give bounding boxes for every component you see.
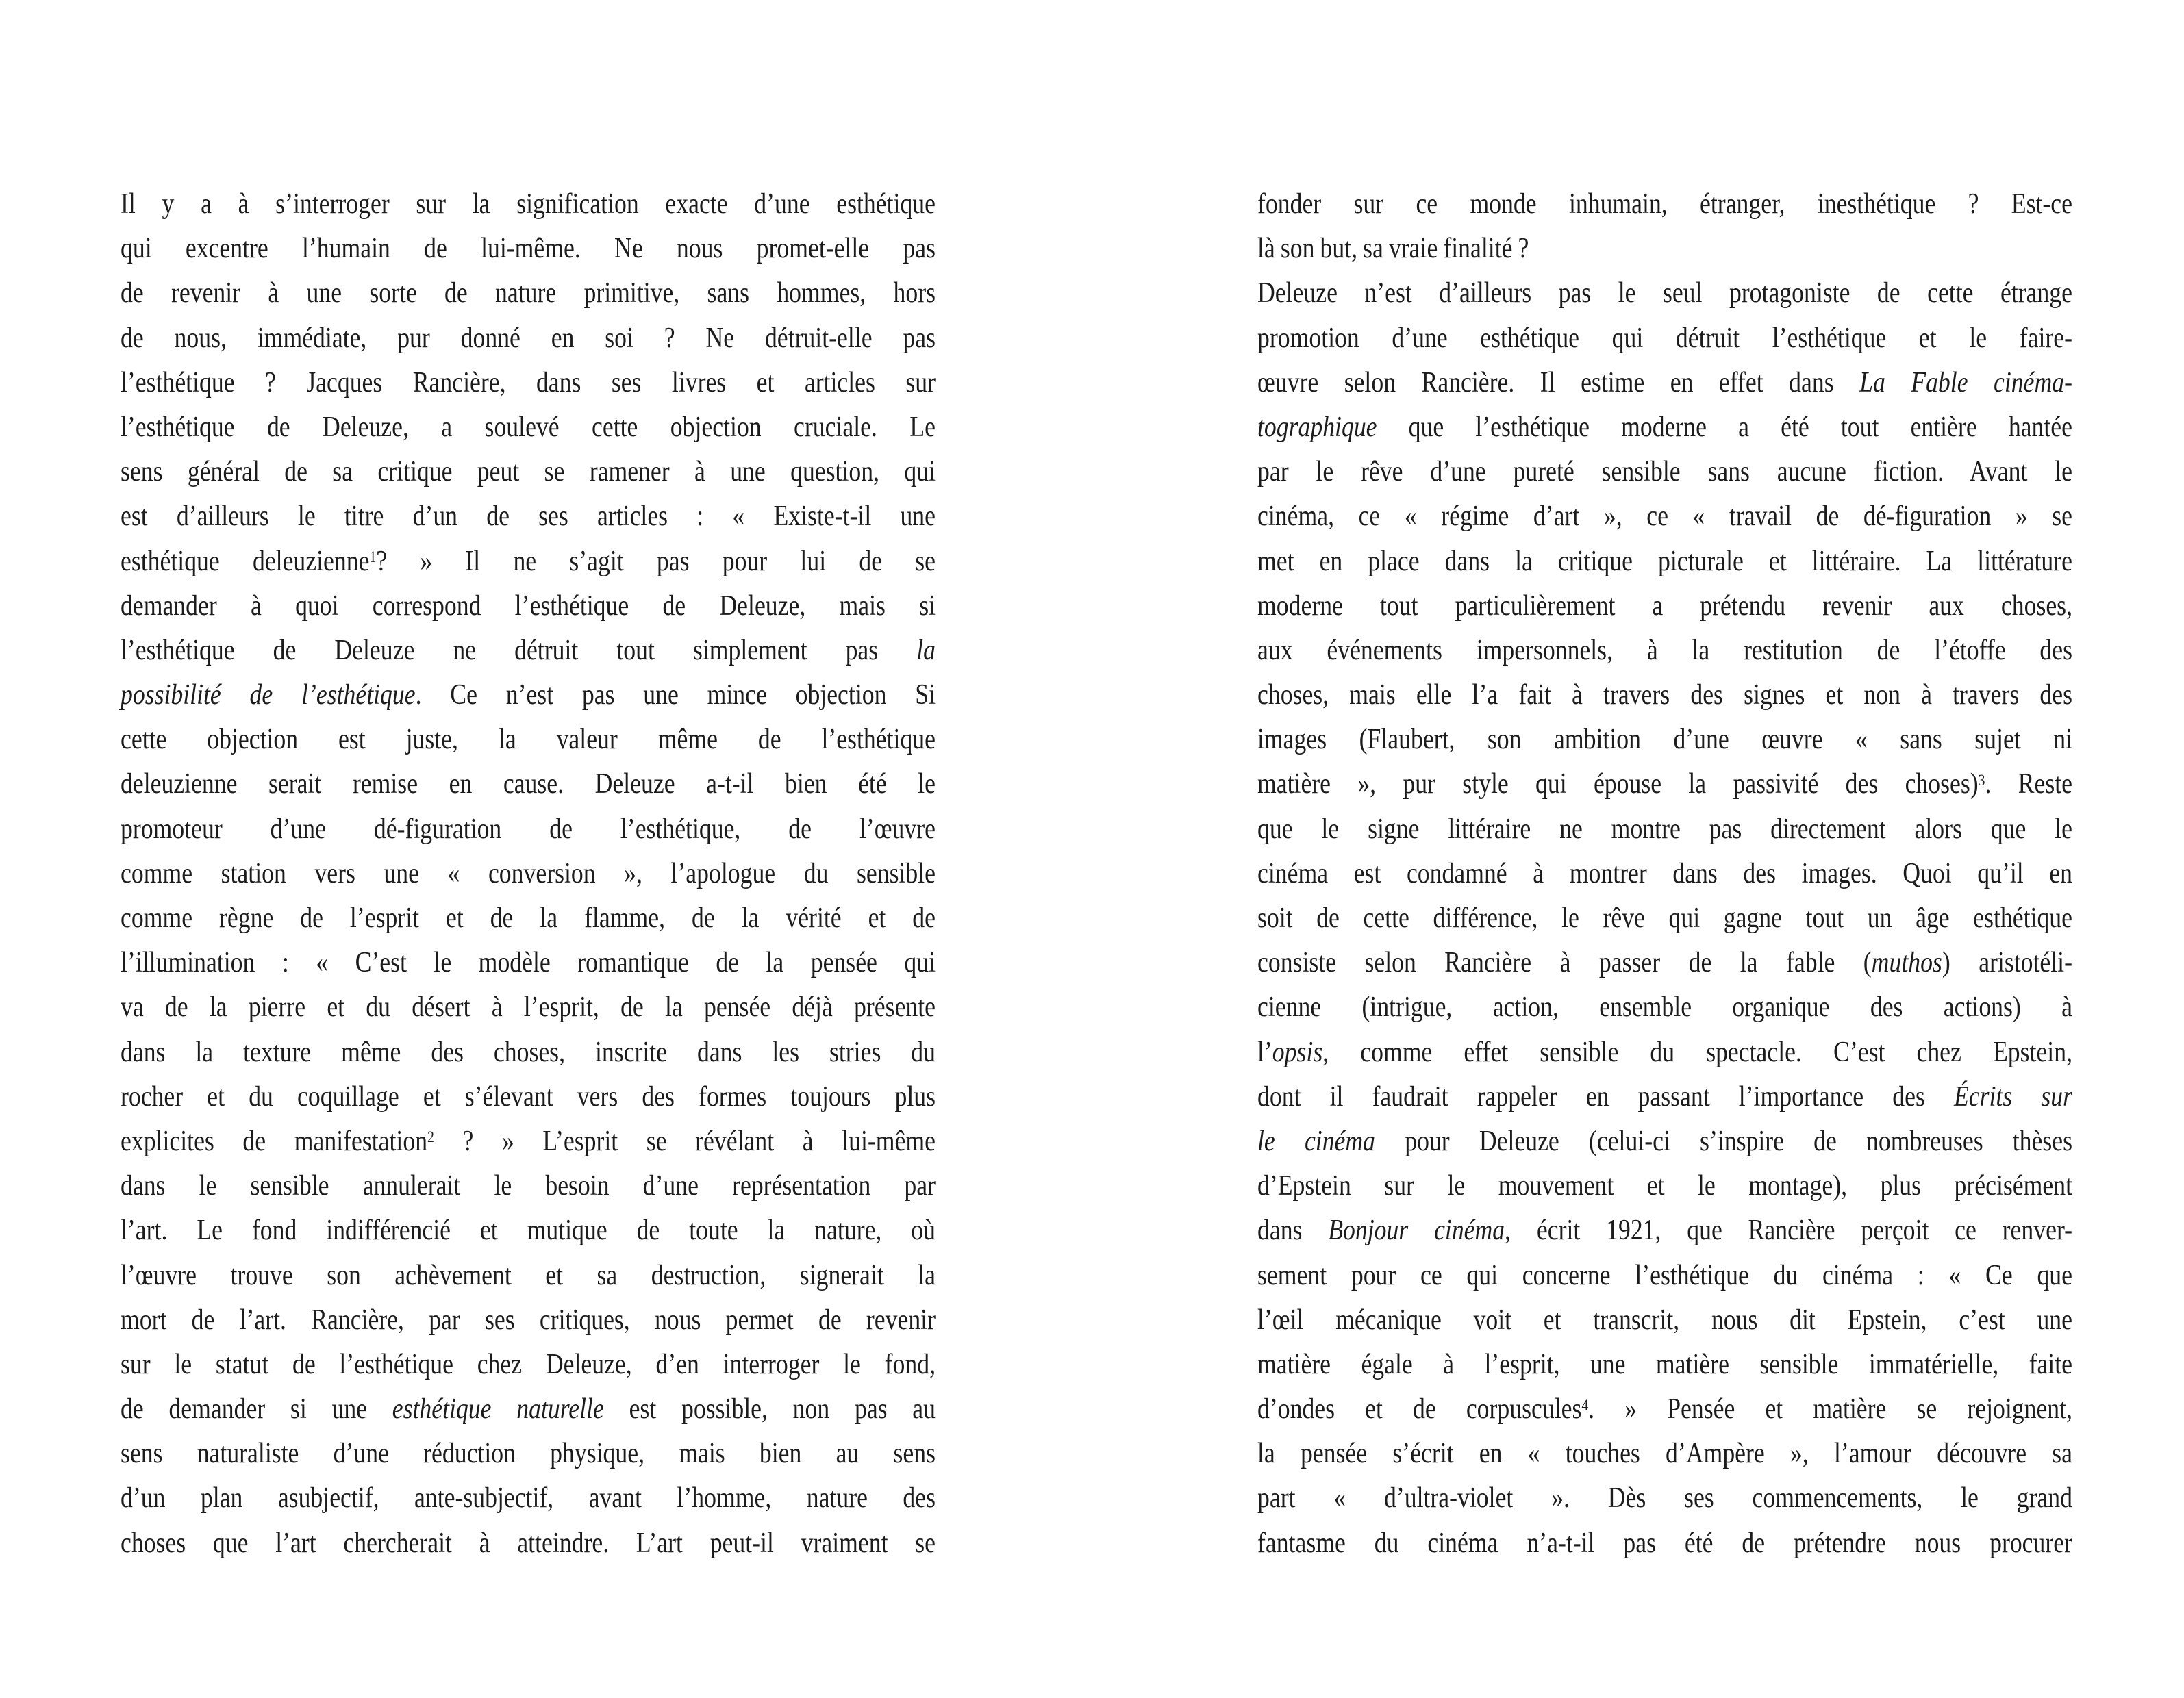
text-line (1257, 182, 2072, 227)
text-run: matière », pur style qui épouse la passivité des choses) (1257, 768, 1979, 800)
text-run: Il y a à s’interroger sur la signification exacte d’une esthétique (121, 188, 936, 220)
text-run: ) aristotéli- (1942, 947, 2072, 979)
text-run: ? » Il ne s’agit pas pour lui de se (376, 545, 936, 577)
text-line (1257, 1521, 2072, 1566)
text-line (121, 985, 936, 1030)
text-run: de revenir à une sorte de nature primitive, sans hommes, hors (121, 277, 936, 309)
text-line (121, 852, 936, 896)
text-run: la pensée s’écrit en « touches d’Ampère », l’amour découvre sa (1257, 1438, 2072, 1470)
footnote-marker: 4 (1581, 1395, 1589, 1414)
text-run: dans la texture même des choses, inscrite dans les stries du (121, 1036, 936, 1068)
text-run: cinéma est condamné à montrer dans des images. Quoi qu’il en (1257, 857, 2072, 889)
italic-text-run: La Fable cinéma- (1859, 366, 2073, 398)
text-line (1257, 1476, 2072, 1521)
text-run: l’esthétique de Deleuze, a soulevé cette objection cruciale. Le (121, 411, 936, 443)
text-line (1257, 1254, 2072, 1298)
text-line (1257, 494, 2072, 539)
text-run: dans le sensible annulerait le besoin d’une représentation par (121, 1170, 936, 1202)
text-run: explicites de manifestation (121, 1125, 428, 1157)
text-run: soit de cette différence, le rêve qui gagne tout un âge esthétique (1257, 902, 2072, 934)
text-line (121, 896, 936, 941)
text-run: dont il faudrait rappeler en passant l’importance des (1257, 1080, 1954, 1113)
text-line (1257, 1343, 2072, 1387)
text-run: . Reste (1985, 768, 2073, 800)
italic-text-run: Bonjour cinéma (1328, 1215, 1505, 1247)
text-run: Deleuze n’est d’ailleurs pas le seul protagoniste de cette étrange (1257, 277, 2072, 309)
text-run: promotion d’une esthétique qui détruit l’esthétique et le faire- (1257, 322, 2072, 354)
text-line (121, 1254, 936, 1298)
text-line (1257, 584, 2072, 629)
text-line (121, 1432, 936, 1476)
text-line (121, 1476, 936, 1521)
text-line (1257, 405, 2072, 450)
text-line (1257, 762, 2072, 807)
text-run: comme règne de l’esprit et de la flamme, de la vérité et de (121, 902, 936, 934)
text-run: est possible, non pas au (603, 1393, 936, 1425)
italic-text-run: la (916, 634, 936, 666)
text-run: . » Pensée et matière se rejoignent, (1588, 1393, 2072, 1425)
text-line (121, 182, 936, 227)
italic-text-run: tographique (1257, 411, 1377, 443)
text-run: de nous, immédiate, pur donné en soi ? Ne détruit-elle pas (121, 322, 936, 354)
text-line (1257, 673, 2072, 718)
text-run: sens général de sa critique peut se ramener à une question, qui (121, 456, 936, 488)
text-line (121, 629, 936, 673)
text-line (121, 673, 936, 718)
text-line (121, 361, 936, 405)
text-run: aux événements impersonnels, à la restitution de l’étoffe des (1257, 634, 2072, 666)
text-line (121, 1030, 936, 1075)
text-run: rocher et du coquillage et s’élevant vers des formes toujours plus (121, 1080, 936, 1113)
text-line (121, 405, 936, 450)
text-run: consiste selon Rancière à passer de la fable ( (1257, 947, 1872, 979)
text-run: l’illumination : « C’est le modèle romantique de la pensée qui (121, 947, 936, 979)
italic-text-run: possibilité de l’esthétique (121, 679, 416, 711)
text-run: esthétique deleuzienne (121, 545, 370, 577)
text-run: promoteur d’une dé-figuration de l’esthétique, de l’œuvre (121, 813, 936, 845)
text-line (121, 1208, 936, 1253)
text-run: cette objection est juste, la valeur même de l’esthétique (121, 724, 936, 756)
text-run: va de la pierre et du désert à l’esprit, de la pensée déjà présente (121, 991, 936, 1024)
text-line (121, 718, 936, 762)
text-line (1257, 1298, 2072, 1343)
italic-text-run: muthos (1871, 947, 1942, 979)
italic-text-run: opsis (1272, 1036, 1323, 1068)
text-run: images (Flaubert, son ambition d’une œuvre « sans sujet ni (1257, 724, 2072, 756)
left-page-text-column (121, 182, 936, 1566)
text-run: qui excentre l’humain de lui-même. Ne nous promet-elle pas (121, 233, 936, 265)
text-line (121, 227, 936, 271)
text-line (121, 494, 936, 539)
footnote-marker: 1 (369, 547, 377, 566)
text-line (1257, 1387, 2072, 1432)
text-line (121, 450, 936, 494)
text-run: ? » L’esprit se révélant à lui-même (434, 1125, 936, 1157)
text-line (121, 1298, 936, 1343)
text-line (121, 316, 936, 361)
footnote-marker: 3 (1978, 770, 1985, 789)
text-run: , écrit 1921, que Rancière perçoit ce renver- (1505, 1215, 2073, 1247)
text-line (1257, 271, 2072, 316)
text-line (1257, 316, 2072, 361)
text-run: choses, mais elle l’a fait à travers des signes et non à travers des (1257, 679, 2072, 711)
text-line (1257, 1208, 2072, 1253)
text-line (1257, 629, 2072, 673)
text-run: mort de l’art. Rancière, par ses critiques, nous permet de revenir (121, 1304, 936, 1336)
text-run: pour Deleuze (celui-ci s’inspire de nombreuses thèses (1375, 1125, 2073, 1157)
text-run: par le rêve d’une pureté sensible sans aucune fiction. Avant le (1257, 456, 2072, 488)
text-run: l’ (1257, 1036, 1272, 1068)
text-line (121, 1119, 936, 1164)
text-run: , comme effet sensible du spectacle. C’est chez Epstein, (1322, 1036, 2072, 1068)
text-line (1257, 361, 2072, 405)
text-run: l’art. Le fond indifférencié et mutique de toute la nature, où (121, 1215, 936, 1247)
text-run: . Ce n’est pas une mince objection Si (415, 679, 936, 711)
text-run: l’esthétique de Deleuze ne détruit tout simplement pas (121, 634, 917, 666)
text-line (121, 271, 936, 316)
text-run: cienne (intrigue, action, ensemble organique des actions) à (1257, 991, 2072, 1024)
text-line (121, 1164, 936, 1208)
text-line (121, 1387, 936, 1432)
text-line (1257, 540, 2072, 584)
text-line (1257, 852, 2072, 896)
text-run: de demander si une (121, 1393, 392, 1425)
text-run: que le signe littéraire ne montre pas directement alors que le (1257, 813, 2072, 845)
italic-text-run: Écrits sur (1953, 1080, 2073, 1113)
text-run: fantasme du cinéma n’a-t-il pas été de prétendre nous procurer (1257, 1527, 2072, 1559)
text-run: fonder sur ce monde inhumain, étranger, inesthétique ? Est-ce (1257, 188, 2072, 220)
text-run: œuvre selon Rancière. Il estime en effet dans (1257, 366, 1860, 398)
text-run: sement pour ce qui concerne l’esthétique du cinéma : « Ce que (1257, 1259, 2072, 1291)
text-run: matière égale à l’esprit, une matière sensible immatérielle, faite (1257, 1348, 2072, 1380)
text-line (1257, 450, 2072, 494)
text-line (121, 941, 936, 985)
text-line (121, 762, 936, 807)
text-run: cinéma, ce « régime d’art », ce « travail de dé-figuration » se (1257, 500, 2072, 533)
text-run: deleuzienne serait remise en cause. Deleuze a-t-il bien été le (121, 768, 936, 800)
text-run: demander à quoi correspond l’esthétique de Deleuze, mais si (121, 590, 936, 622)
text-line (1257, 985, 2072, 1030)
text-run: que l’esthétique moderne a été tout entière hantée (1377, 411, 2072, 443)
text-run: met en place dans la critique picturale et littéraire. La littérature (1257, 545, 2072, 577)
text-line (121, 584, 936, 629)
text-line (1257, 1030, 2072, 1075)
text-line (1257, 1164, 2072, 1208)
text-line (121, 1343, 936, 1387)
text-run: part « d’ultra-violet ». Dès ses commencements, le grand (1257, 1482, 2072, 1515)
text-run: sur le statut de l’esthétique chez Deleuze, d’en interroger le fond, (121, 1348, 936, 1380)
text-run: là son but, sa vraie finalité ? (1257, 233, 1529, 265)
text-line (1257, 227, 2072, 271)
text-run: l’œil mécanique voit et transcrit, nous dit Epstein, c’est une (1257, 1304, 2072, 1336)
text-line (1257, 718, 2072, 762)
text-run: est d’ailleurs le titre d’un de ses articles : « Existe-t-il une (121, 500, 936, 533)
text-run: l’esthétique ? Jacques Rancière, dans ses livres et articles sur (121, 366, 936, 398)
footnote-marker: 2 (427, 1128, 434, 1146)
text-run: dans (1257, 1215, 1329, 1247)
text-line (1257, 1119, 2072, 1164)
text-line (1257, 1432, 2072, 1476)
text-run: d’un plan asubjectif, ante-subjectif, avant l’homme, nature des (121, 1482, 936, 1515)
text-line (121, 1075, 936, 1119)
text-line (1257, 1075, 2072, 1119)
text-line (121, 1521, 936, 1566)
text-line (1257, 896, 2072, 941)
text-line (1257, 807, 2072, 852)
text-run: d’Epstein sur le mouvement et le montage), plus précisément (1257, 1170, 2072, 1202)
right-page-text-column (1257, 182, 2072, 1566)
text-run: d’ondes et de corpuscules (1257, 1393, 1582, 1425)
text-run: l’œuvre trouve son achèvement et sa destruction, signerait la (121, 1259, 936, 1291)
text-run: sens naturaliste d’une réduction physique, mais bien au sens (121, 1438, 936, 1470)
text-run: moderne tout particulièrement a prétendu revenir aux choses, (1257, 590, 2072, 622)
text-line (121, 807, 936, 852)
text-line (1257, 941, 2072, 985)
text-run: comme station vers une « conversion », l’apologue du sensible (121, 857, 936, 889)
text-run: choses que l’art chercherait à atteindre. L’art peut-il vraiment se (121, 1527, 936, 1559)
italic-text-run: le cinéma (1257, 1125, 1376, 1157)
italic-text-run: esthétique naturelle (392, 1393, 604, 1425)
text-line (121, 540, 936, 584)
